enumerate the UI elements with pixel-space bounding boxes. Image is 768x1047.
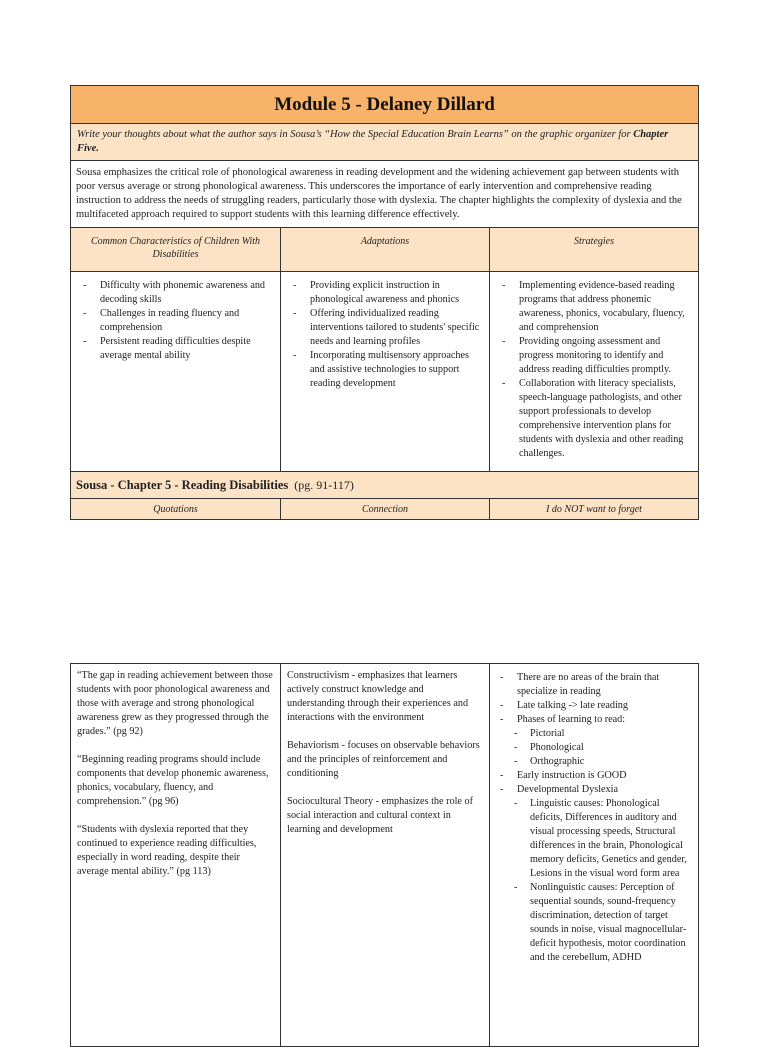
list-item: - Persistent reading difficulties despite average mental ability xyxy=(79,335,272,363)
list-item: - Difficulty with phonemic awareness and decoding skills xyxy=(79,279,272,307)
list-item: - Collaboration with literacy specialists, speech-language pathologists, and other support professionals to develop comprehensive intervention plans for students with dyslexia and other reading challenges. xyxy=(498,377,690,461)
list-item: - Nonlinguistic causes: Perception of sequential sounds, sound-frequency discrimination, detection of target sounds in noise, visual magnocellular-deficit hypothesis, motor coordination and the cerebellum, ADHD xyxy=(496,881,692,965)
list-item: - Providing ongoing assessment and progress monitoring to identify and address reading difficulties promptly. xyxy=(498,335,690,377)
phases-list xyxy=(496,727,692,769)
quotation: “The gap in reading achievement between those students with poor phonological awareness and those with average and strong phonological awareness grew as they progressed through the grades.” (pg 92) xyxy=(77,670,273,737)
adaptations-list xyxy=(289,279,481,391)
list-item: - There are no areas of the brain that specialize in reading xyxy=(496,671,692,699)
strategies-list xyxy=(498,279,690,461)
list-item: - Phases of learning to read: xyxy=(496,713,692,727)
header-adaptations: Adaptations xyxy=(281,228,490,272)
quotations-cell xyxy=(71,664,281,1047)
list-item: - Providing explicit instruction in phonological awareness and phonics xyxy=(289,279,481,307)
characteristics-cell xyxy=(71,272,281,472)
do-not-forget-list-2 xyxy=(496,769,692,797)
adaptations-cell xyxy=(281,272,490,472)
section-title: Sousa - Chapter 5 - Reading Disabilities xyxy=(76,477,289,492)
list-item: - Offering individualized reading interventions tailored to students' specific needs and learning profiles xyxy=(289,307,481,349)
list-item: - Incorporating multisensory approaches and assistive technologies to support reading development xyxy=(289,349,481,391)
list-item: - Linguistic causes: Phonological deficits, Differences in auditory and visual processing speeds, Structural differences in the brain, Phonological memory deficits, Genetics and gender, Lesions in the visual word form area xyxy=(496,797,692,881)
header-characteristics: Common Characteristics of Children With Disabilities xyxy=(71,228,281,272)
do-not-forget-cell xyxy=(490,664,699,1047)
header-strategies: Strategies xyxy=(490,228,699,272)
do-not-forget-list xyxy=(496,671,692,727)
strategies-cell xyxy=(490,272,699,472)
connection: Constructivism - emphasizes that learners actively construct knowledge and understanding through their experiences and interactions with the environment xyxy=(287,670,469,723)
list-item: - Late talking -> late reading xyxy=(496,699,692,713)
instructions-text: Write your thoughts about what the author says in Sousa’s “How the Special Education Brain Learns” on the graphic organizer for xyxy=(77,129,634,140)
list-item: - Developmental Dyslexia xyxy=(496,783,692,797)
list-item: - Orthographic xyxy=(496,755,692,769)
header-connection: Connection xyxy=(281,499,490,520)
causes-list xyxy=(496,797,692,965)
section-pages: (pg. 91-117) xyxy=(294,477,354,492)
header-do-not-forget: I do NOT want to forget xyxy=(490,499,699,520)
list-item: - Phonological xyxy=(496,741,692,755)
list-item: - Pictorial xyxy=(496,727,692,741)
header-quotations: Quotations xyxy=(71,499,281,520)
connections-cell xyxy=(281,664,490,1047)
quotation: “Students with dyslexia reported that they continued to experience reading difficulties, especially in word reading, despite their average mental ability.” (pg 113) xyxy=(77,824,257,877)
list-item: - Implementing evidence-based reading programs that address phonemic awareness, phonics, vocabulary, fluency, and comprehension xyxy=(498,279,690,335)
quotation: “Beginning reading programs should include components that develop phonemic awareness, phonics, vocabulary, fluency, and comprehension.” (pg 96) xyxy=(77,754,269,807)
chapter-summary: Sousa emphasizes the critical role of phonological awareness in reading development and the widening achievement gap between students with poor versus average or strong phonological awareness. This underscores the importance of early intervention and comprehensive reading instruction to address the needs of struggling readers, particularly those with dyslexia. The chapter highlights the complexity of dyslexia and the multifaceted approach required to support students with this learning difference effectively. xyxy=(71,161,699,228)
instructions-chapter: Chapter Five. xyxy=(77,129,669,154)
characteristics-list xyxy=(79,279,272,363)
connection: Behaviorism - focuses on observable behaviors and the principles of reinforcement and conditioning xyxy=(287,740,480,779)
notes-table xyxy=(70,663,699,1047)
section-heading xyxy=(71,472,699,499)
connection: Sociocultural Theory - emphasizes the role of social interaction and cultural context in learning and development xyxy=(287,796,473,835)
list-item: - Challenges in reading fluency and comprehension xyxy=(79,307,272,335)
list-item: - Early instruction is GOOD xyxy=(496,769,692,783)
instructions xyxy=(71,124,699,161)
graphic-organizer-table xyxy=(70,85,699,520)
page-title: Module 5 - Delaney Dillard xyxy=(71,86,699,124)
